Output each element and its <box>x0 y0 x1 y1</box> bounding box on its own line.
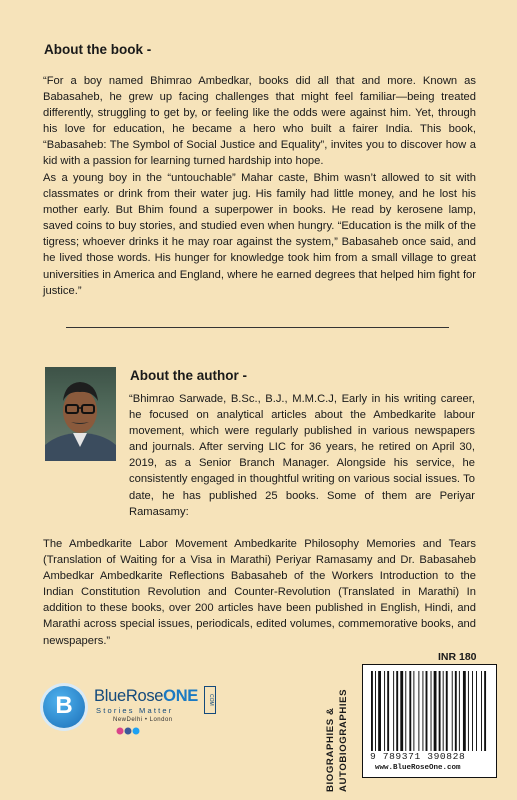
category-label: BIOGRAPHIES & AUTOBIOGRAPHIES <box>325 688 349 792</box>
social-icons <box>116 727 146 735</box>
author-photo <box>45 367 116 461</box>
section-divider <box>66 327 449 328</box>
author-paragraph-1: “Bhimrao Sarwade, B.Sc., B.J., M.M.C.J, Early in his writing career, he focused on analytical articles about the Ambedkarite labour movement, which were regularly published in various newspapers and journals. After serving LIC for 36 years, he retired on April 30, 2019, as a Senior Branch Manager. Alongside his service, he consistently engaged in thoughtful writing on various social issues. To date, he has published 25 books. Some of them are Periyar Ramasamy: <box>129 393 475 518</box>
brand-cities: NewDelhi • London <box>113 717 173 723</box>
website-url: www.BlueRoseOne.com <box>375 764 461 772</box>
brand-name: BlueRoseONE <box>94 687 199 705</box>
book-paragraph-2: As a young boy in the “untouchable” Mahar caste, Bhim wasn’t allowed to sit with classmates or drink from their water jug. His family had little money, and he lost his mother early. But Bhim found a superpower in books. He read by kerosene lamp, saved coins to buy stories, and studied even when hungry. “Education is the milk of the tigress; whoever drinks it he may roar against the system,” Babasaheb once said, and he lived those words. His hunger for knowledge took him from a small village to great universities in America and England, where he earned degrees that helped him fight for justice.” <box>43 172 476 297</box>
author-heading: About the author - <box>130 368 247 383</box>
isbn-number: 9 789371 390828 <box>370 751 466 762</box>
logo-letter: B <box>55 692 73 719</box>
brand-suffix: COM <box>204 686 216 714</box>
book-paragraph-1: “For a boy named Bhimrao Ambedkar, books did all that and more. Known as Babasaheb, he grew up facing challenges that might feel familiar—being treated differently, struggling to get by, or feeling like the odds were against him. Yet, through his love for education, he became a hero who built a fairer India. This book, “Babasaheb: The Symbol of Social Justice and Equality”, invites you to discover how a kid with a passion for learning turned hardship into hope. <box>43 75 476 168</box>
author-paragraph-2: The Ambedkarite Labor Movement Ambedkarite Philosophy Memories and Tears (Translation of Waiting for a Visa in Marathi) Periyar Ramasamy and Dr. Babasaheb Ambedkar Ambedkarite Reflections Babasaheb of the Workers Introduction to the Indian Constitution Revolution and Counter-Revolution (Translated in Marathi) In addition to these books, over 200 articles have been published in English, Hindi, and Marathi across special issues, periodicals, edited volumes, commemorative books, and newspapers.” <box>43 538 476 647</box>
price-label: INR 180 <box>438 651 477 663</box>
brand-tagline: Stories Matter <box>96 706 174 715</box>
book-heading: About the book - <box>44 42 152 57</box>
